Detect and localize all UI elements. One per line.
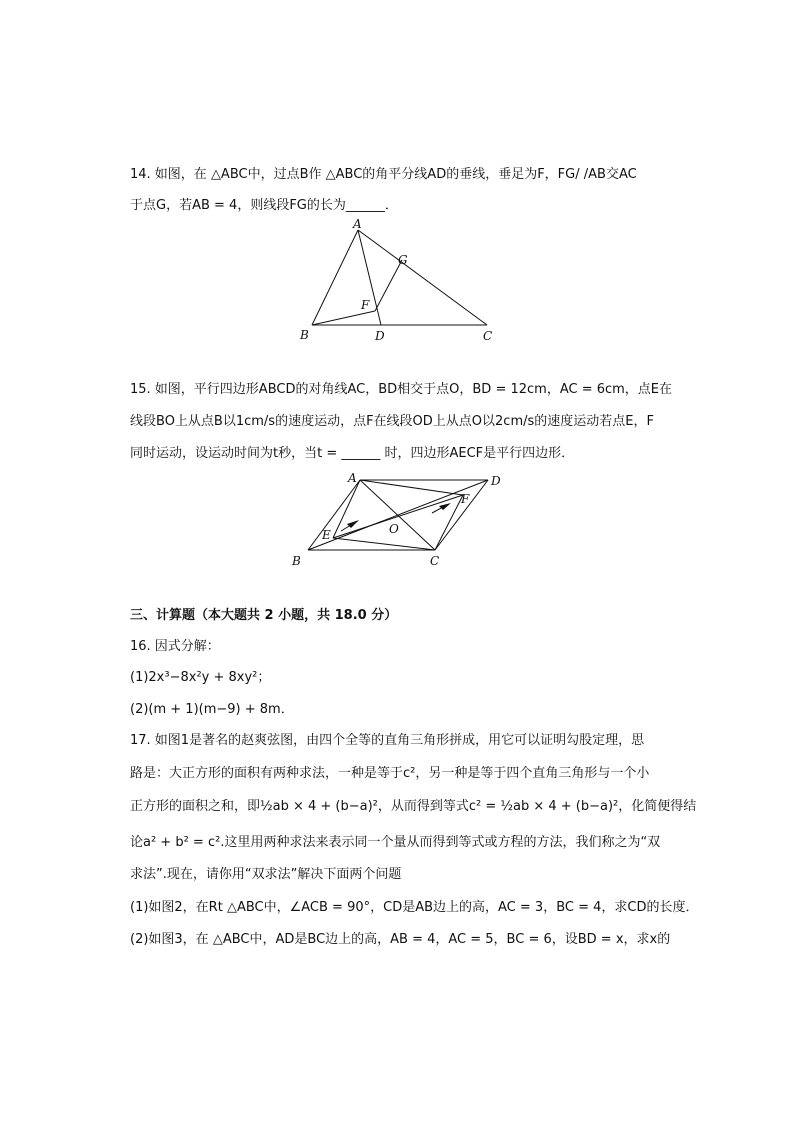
label-g: G	[398, 253, 408, 267]
q14-figure	[295, 218, 505, 348]
arrow-e-shaft	[341, 525, 351, 531]
q16-title: 16. 因式分解：	[130, 639, 220, 654]
label-a: A	[353, 218, 362, 231]
arrow-f-shaft	[432, 507, 443, 513]
q16-part-2: (2)(m + 1)(m−9) + 8m．	[130, 702, 294, 717]
segment-af	[360, 480, 463, 495]
label-c: C	[483, 329, 493, 343]
label-c: C	[430, 554, 440, 568]
q17-part-2: (2)如图3，在 △ABC中，AD是BC边上的高，AB = 4，AC = 5，BC = 6，设BD = x，求x的	[130, 932, 671, 947]
label-a: A	[348, 471, 357, 485]
segment-fg	[375, 260, 402, 311]
q14-line-1: 14. 如图，在 △ABC中，过点B作 △ABC的角平分线AD的垂线，垂足为F，FG/ /AB交AC	[130, 167, 637, 182]
label-b: B	[292, 554, 301, 568]
q17-line-4: 论a² + b² = c².这里用两种求法来表示同一个量从而得到等式或方程的方法，我们称之为“双	[130, 835, 661, 850]
q17-line-2: 路是：大正方形的面积有两种求法，一种是等于c²，另一种是等于四个直角三角形与一个小	[130, 766, 650, 781]
segment-ae	[333, 480, 360, 538]
segment-ec	[333, 538, 435, 550]
label-b: B	[300, 328, 309, 342]
label-d: D	[375, 329, 385, 343]
q15-line-2: 线段BO上从点B以1cm/s的速度运动，点F在线段OD上从点O以2cm/s的速度运动若点E，F	[130, 414, 654, 429]
arrow-f-icon	[439, 503, 451, 510]
q17-line-3: 正方形的面积之和，即½ab × 4 + (b−a)²，从而得到等式c² = ½ab × 4 + (b−a)²，化简便得结	[130, 799, 697, 814]
q16-part-1: (1)2x³−8x²y + 8xy²；	[130, 670, 271, 685]
label-f: F	[461, 492, 470, 506]
segment-bf	[312, 311, 375, 325]
q17-line-5: 求法”.现在，请你用“双求法”解决下面两个问题	[130, 867, 402, 882]
label-e: E	[322, 528, 331, 542]
section-heading: 三、计算题（本大题共 2 小题，共 18.0 分）	[130, 608, 398, 623]
segment-ab	[312, 230, 358, 325]
q15-line-3: 同时运动，设运动时间为t秒，当t = ______ 时，四边形AECF是平行四边形．	[130, 446, 575, 461]
q15-line-1: 15. 如图，平行四边形ABCD的对角线AC，BD相交于点O，BD = 12cm，AC = 6cm，点E在	[130, 382, 673, 397]
q17-part-1: (1)如图2，在Rt △ABC中，∠ACB = 90°，CD是AB边上的高，AC = 3，BC = 4，求CD的长度．	[130, 900, 699, 915]
label-d: D	[491, 474, 501, 488]
label-f: F	[361, 298, 370, 312]
q14-line-2: 于点G，若AB = 4，则线段FG的长为______．	[130, 198, 398, 213]
q15-figure	[285, 468, 515, 573]
label-o: O	[389, 522, 399, 536]
q17-line-1: 17. 如图1是著名的赵爽弦图，由四个全等的直角三角形拼成，用它可以证明勾股定理，思	[130, 733, 645, 748]
